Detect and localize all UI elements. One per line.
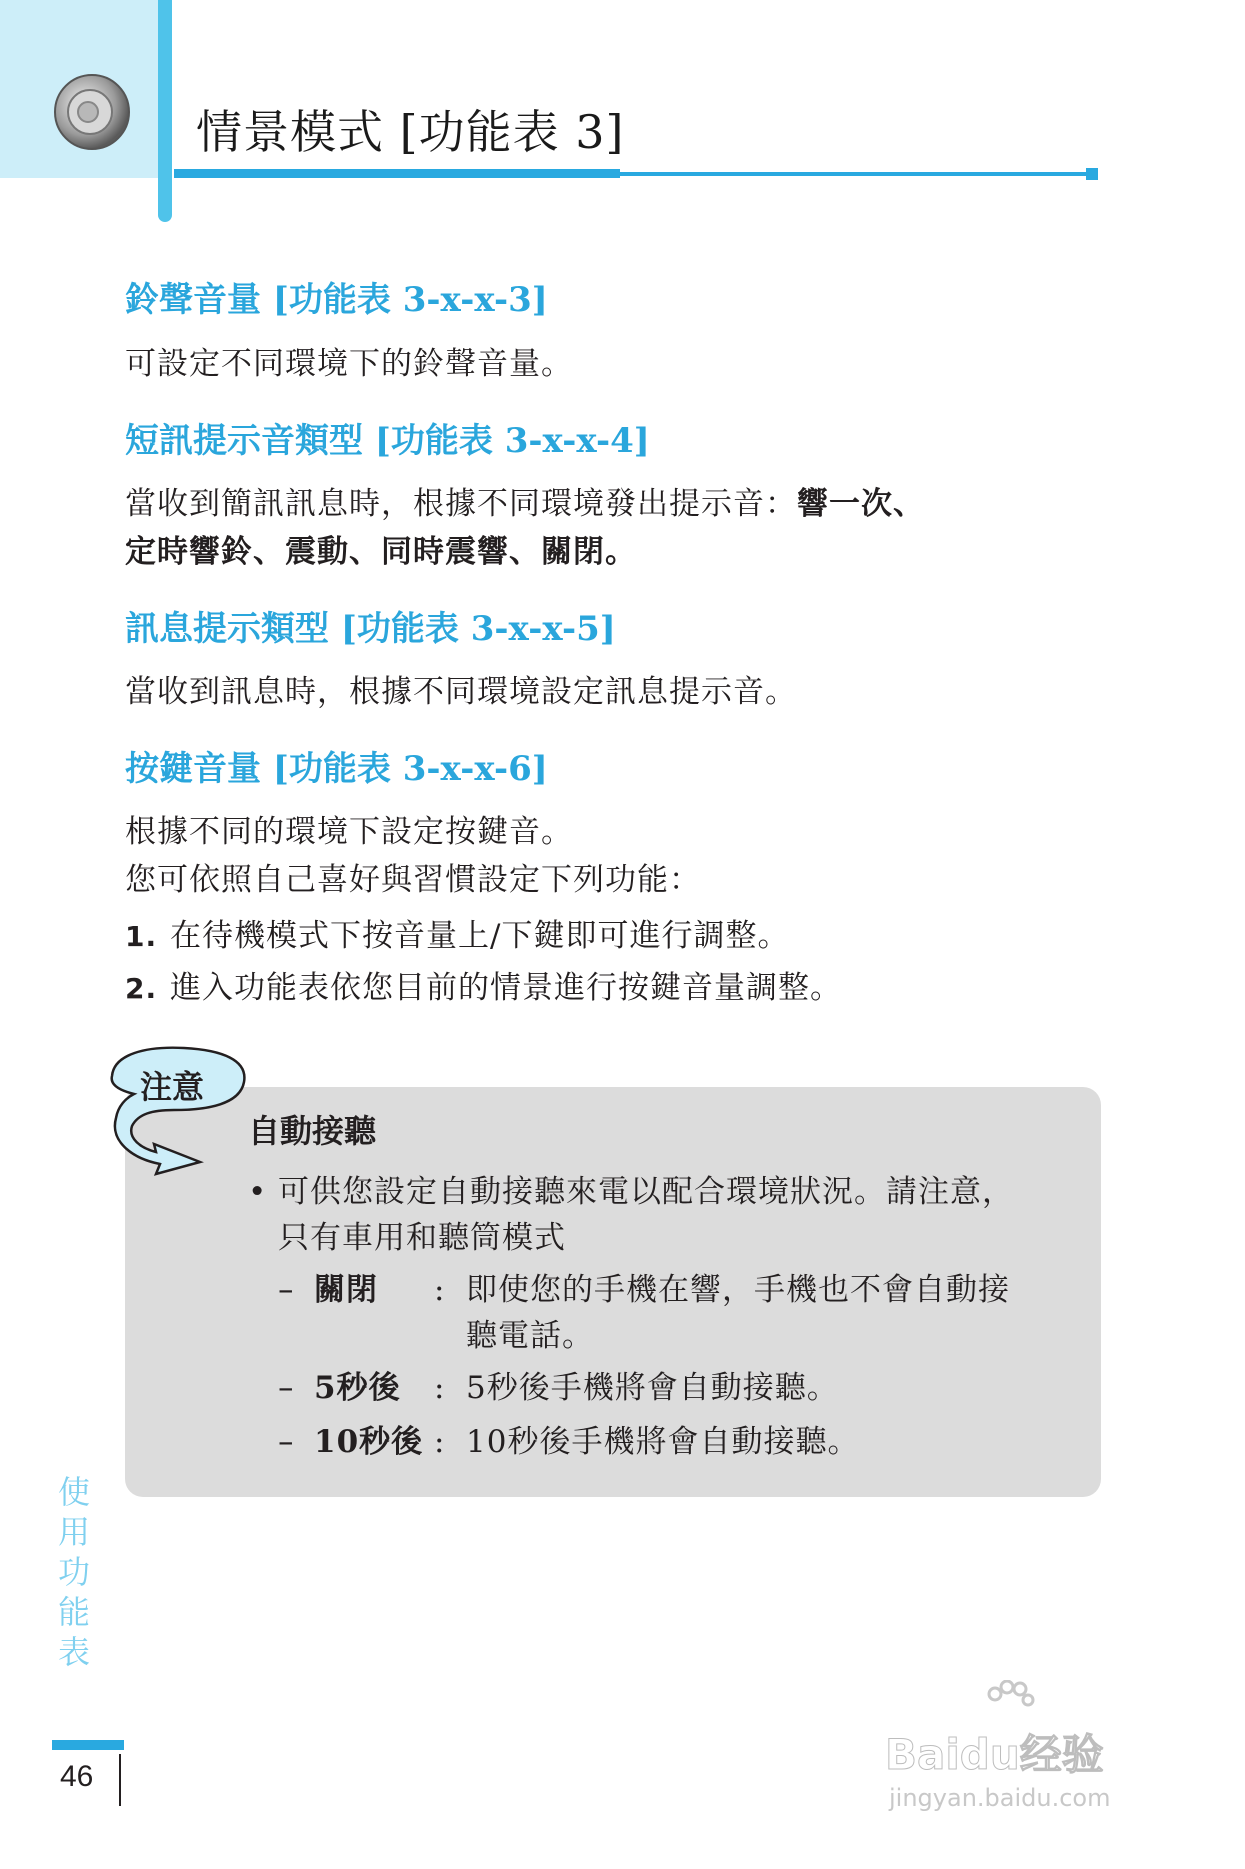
section-body-keypad-volume-line1: 根據不同的環境下設定按鍵音。 [125, 814, 573, 850]
option-colon: : [434, 1370, 446, 1406]
note-title: 自動接聽 [248, 1112, 377, 1150]
note-bullet-line1 [248, 1166, 1014, 1211]
note-bullet-text: 可供您設定自動接聽來電以配合環境狀況。請注意， [278, 1174, 1014, 1210]
option-name: 10秒後 [314, 1424, 424, 1460]
step-text: 在待機模式下按音量上/下鍵即可進行調整。 [170, 918, 790, 954]
page-number-bar [52, 1740, 124, 1750]
section-heading-keypad-volume: 按鍵音量 [功能表 3-x-x-6] [125, 749, 548, 789]
option-colon: : [434, 1424, 446, 1460]
speaker-icon [52, 72, 132, 152]
option-dash: – [278, 1370, 295, 1406]
step-number: 1. [125, 920, 158, 953]
option-name: 5秒後 [314, 1370, 401, 1406]
section-heading-sms-tone-type: 短訊提示音類型 [功能表 3-x-x-4] [125, 421, 650, 461]
section-body-message-alert-type: 當收到訊息時，根據不同環境設定訊息提示音。 [125, 674, 797, 710]
title-underline-thick [174, 169, 620, 178]
note-bullet-line2: 只有車用和聽筒模式 [278, 1220, 566, 1256]
option-dash: – [278, 1272, 295, 1308]
option-description-line2: 聽電話。 [466, 1318, 594, 1354]
step-text: 進入功能表依您目前的情景進行按鍵音量調整。 [170, 970, 842, 1006]
option-dash: – [278, 1424, 295, 1460]
note-option-row [278, 1362, 839, 1407]
section-heading-ringtone-volume: 鈴聲音量 [功能表 3-x-x-3] [125, 280, 548, 320]
section-heading-message-alert-type: 訊息提示類型 [功能表 3-x-x-5] [125, 609, 616, 649]
watermark-brand: Baidu经验 [885, 1730, 1104, 1779]
section-body-ringtone-volume: 可設定不同環境下的鈴聲音量。 [125, 346, 573, 382]
option-description: 5秒後手機將會自動接聽。 [466, 1370, 839, 1406]
note-option-row [278, 1416, 859, 1461]
option-name: 關閉 [314, 1272, 378, 1308]
note-option-row [278, 1264, 1010, 1309]
option-description: 10秒後手機將會自動接聽。 [466, 1424, 860, 1460]
bullet-marker: • [248, 1174, 268, 1210]
watermark-url: jingyan.baidu.com [889, 1784, 1111, 1812]
option-description: 即使您的手機在響，手機也不會自動接 [466, 1272, 1010, 1308]
page-title: 情景模式 [功能表 3] [196, 105, 625, 159]
side-chapter-label: 使用功能表 [53, 1475, 91, 1675]
page-title-wrap [196, 96, 624, 162]
page-number: 46 [60, 1760, 94, 1793]
sms-tone-text: 當收到簡訊訊息時，根據不同環境發出提示音： [125, 486, 797, 522]
watermark-paw-icon [983, 1680, 1035, 1726]
option-colon: : [434, 1272, 446, 1308]
section-body-sms-tone-line2: 定時響鈴、震動、同時震響、關閉。 [125, 534, 637, 570]
step-number: 2. [125, 972, 158, 1005]
section-body-sms-tone-line1 [125, 478, 925, 523]
note-badge-label: 注意 [140, 1068, 205, 1106]
corner-accent-bar [158, 0, 172, 222]
page-number-divider [119, 1754, 121, 1806]
sms-tone-options-bold: 響一次、 [797, 486, 925, 522]
step-item [125, 962, 842, 1007]
title-underline-end-marker [1086, 168, 1098, 180]
section-body-keypad-volume-line2: 您可依照自己喜好與習慣設定下列功能： [125, 862, 701, 898]
step-item [125, 910, 789, 955]
